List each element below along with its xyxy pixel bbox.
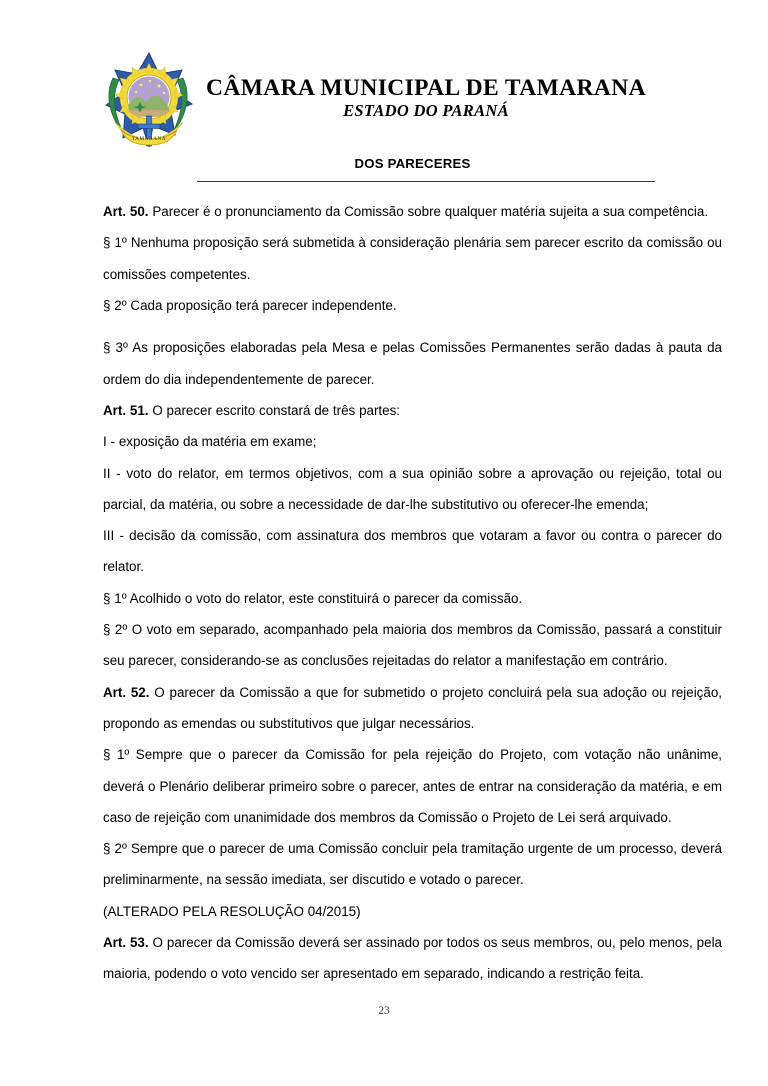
paragraph-alteracao-nota bbox=[103, 896, 722, 927]
paragraph-art-50-par-2 bbox=[103, 290, 722, 321]
paragraph-art-51 bbox=[103, 395, 722, 426]
paragraph-art-51-inc-2 bbox=[103, 458, 722, 521]
paragraph-text: § 1º Acolhido o voto do relator, este constituirá o parecer da comissão. bbox=[103, 590, 523, 606]
paragraph-text: § 1º Sempre que o parecer da Comissão for pela rejeição do Projeto, com votação não unânime, deverá o Plenário deliberar primeiro sobre o parecer, antes de entrar na consideração da matéria, e em caso de rejeição com unanimidade dos membros da Comissão o Projeto de Lei será arquivado. bbox=[103, 747, 722, 825]
paragraph-text: I - exposição da matéria em exame; bbox=[103, 434, 317, 450]
paragraph-art-52 bbox=[103, 677, 722, 740]
paragraph-text: III - decisão da comissão, com assinatura dos membros que votaram a favor ou contra o parecer do relator. bbox=[103, 528, 722, 575]
paragraph-text: § 2º Cada proposição terá parecer independente. bbox=[103, 298, 397, 314]
article-label: Art. 53. bbox=[103, 934, 149, 950]
paragraph-art-50-par-1 bbox=[103, 227, 722, 290]
paragraph-text: § 2º O voto em separado, acompanhado pela maioria dos membros da Comissão, passará a constituir seu parecer, considerando-se as conclusões rejeitadas do relator a manifestação em contrário. bbox=[103, 622, 722, 669]
document-body bbox=[103, 155, 722, 990]
paragraph-art-51-inc-1 bbox=[103, 426, 722, 457]
paragraph-text: O parecer da Comissão deverá ser assinado por todos os seus membros, ou, pelo menos, pela maioria, podendo o voto vencido ser apresentado em separado, indicando a restrição feita. bbox=[103, 934, 722, 982]
article-label: Art. 52. bbox=[103, 684, 150, 700]
article-label: Art. 50. bbox=[103, 204, 149, 220]
paragraph-art-50 bbox=[103, 196, 722, 227]
svg-text:TAMARANA: TAMARANA bbox=[131, 136, 167, 142]
paragraph-art-50-par-3 bbox=[103, 332, 722, 395]
paragraph-art-51-inc-3 bbox=[103, 520, 722, 583]
paragraph-art-52-par-1 bbox=[103, 739, 722, 833]
coat-of-arms-icon bbox=[103, 50, 195, 150]
organization-title: CÂMARA MUNICIPAL DE TAMARANA bbox=[205, 75, 647, 101]
header-title-block bbox=[197, 76, 655, 121]
paragraph-text: Parecer é o pronunciamento da Comissão sobre qualquer matéria sujeita a sua competência. bbox=[148, 204, 709, 220]
paragraph-text: § 3º As proposições elaboradas pela Mesa e pelas Comissões Permanentes serão dadas à pauta da ordem do dia independentemente de parecer. bbox=[103, 340, 722, 387]
paragraph-text: O parecer da Comissão a que for submetido o projeto concluirá pela sua adoção ou rejeição, propondo as emendas ou substitutivos que julgar necessários. bbox=[103, 684, 722, 731]
paragraph-text: § 1º Nenhuma proposição será submetida à consideração plenária sem parecer escrito da comissão ou comissões competentes. bbox=[103, 235, 722, 282]
paragraph-text: (ALTERADO PELA RESOLUÇÃO 04/2015) bbox=[103, 903, 361, 919]
paragraph-text: O parecer escrito constará de três partes: bbox=[148, 402, 401, 418]
state-subtitle: ESTADO DO PARANÁ bbox=[343, 101, 509, 121]
paragraph-text: II - voto do relator, em termos objetivos, com a sua opinião sobre a aprovação ou rejeição, total ou parcial, da matéria, ou sobre a necessidade de dar-lhe substitutivo ou oferecer-lhe emenda; bbox=[103, 465, 722, 512]
section-heading: DOS PARECERES bbox=[354, 156, 471, 171]
paragraph-art-51-par-2 bbox=[103, 614, 722, 677]
paragraph-art-51-par-1 bbox=[103, 583, 722, 614]
paragraph-art-52-par-2 bbox=[103, 833, 722, 896]
paragraph-text: § 2º Sempre que o parecer de uma Comissão concluir pela tramitação urgente de um processo, deverá preliminarmente, na sessão imediata, ser discutido e votado o parecer. bbox=[103, 841, 722, 888]
document-header bbox=[0, 48, 768, 148]
page-number: 23 bbox=[378, 1005, 390, 1017]
paragraph-art-53 bbox=[103, 927, 722, 990]
article-label: Art. 51. bbox=[103, 402, 149, 418]
